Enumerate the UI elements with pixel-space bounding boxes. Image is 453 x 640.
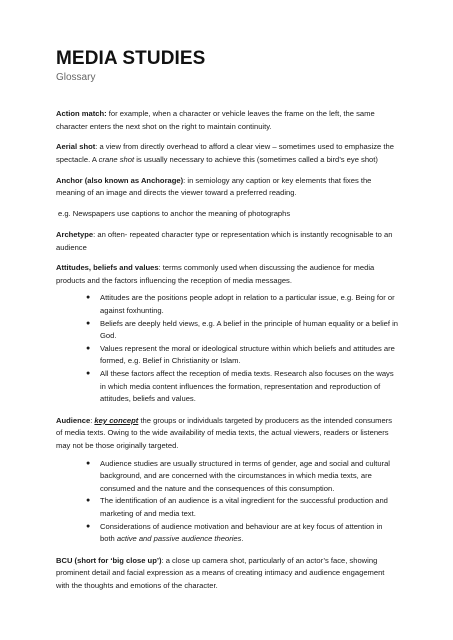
definition-aerial-shot-cont: is usually necessary to achieve this (sometimes called a bird’s eye shot) — [134, 154, 378, 164]
definition-archetype: : an often- repeated character type or representation which is instantly recognisable to an audience — [56, 229, 393, 252]
key-concept-label: key concept — [94, 415, 139, 425]
list-item: ● Considerations of audience motivation and behaviour are at key focus of attention in both active and passive audience theories. — [86, 521, 383, 544]
page-subtitle: Glossary — [56, 72, 96, 83]
attitudes-bullet-list — [56, 292, 399, 405]
entry-audience: Audience: key concept the groups or individuals targeted by producers as the intended consumers of media texts. Owing to the wide availability of media texts, the actual viewers, readers or listeners may not be those originally targeted. — [56, 415, 393, 450]
bullet-icon: ● — [86, 459, 91, 467]
term-audience: Audience — [56, 415, 91, 425]
entry-aerial-shot — [56, 141, 399, 166]
definition-anchor: : in semiology any caption or key elements that fixes the meaning of an image and directs the viewer toward a preferred reading. — [56, 175, 372, 198]
definition-audience: the groups or individuals targeted by producers as the intended consumers of media texts. Owing to the wide availability of media texts, the actual viewers, readers or listeners may not be those originally targeted. — [56, 415, 393, 450]
term-anchor: Anchor (also known as Anchorage) — [56, 175, 184, 185]
term-bcu: BCU (short for ‘big close up’) — [56, 555, 162, 565]
definition-attitudes: : terms commonly used when discussing the audience for media products and the factors influencing the reception of media messages. — [56, 263, 375, 285]
list-item: ● Attitudes are the positions people adopt in relation to a particular issue, e.g. Being for or against foxhunting. — [86, 293, 395, 316]
list-item: ● Values represent the moral or ideological structure within which beliefs and attitudes are formed, e.g. Belief in Christianity or Islam. — [86, 343, 395, 366]
term-attitudes: Attitudes, beliefs and values — [56, 263, 159, 273]
entry-action-match — [56, 108, 399, 133]
bullet-icon: ● — [86, 497, 91, 505]
bullet-icon: ● — [86, 522, 91, 530]
bullet-icon: ● — [86, 344, 91, 352]
list-item: ● Audience studies are usually structured in terms of gender, age and social and cultural background, and are concerned with the circumstances in which media texts, are consumed and the nature and the consequences of this consumption. — [86, 458, 390, 493]
glossary-entries — [56, 108, 399, 593]
definition-aerial-shot: : a view from directly overhead to afford a clear view – sometimes used to emphasize the spectacle. A — [56, 142, 394, 164]
audience-bullet-list — [56, 458, 399, 546]
term-aerial-shot: Aerial shot — [56, 142, 96, 152]
list-item: ● The identification of an audience is a vital ingredient for the successful production and marketing of and media text. — [86, 496, 388, 518]
entry-bcu — [56, 555, 399, 593]
definition-bcu: : a close up camera shot, particularly of an actor’s face, showing prominent detail and facial expression as a means of creating intimacy and audience engagement with the thoughts and emotions of the character. — [56, 555, 385, 590]
list-item: ● All these factors affect the reception of media texts. Research also focuses on the ways in which media content influences the formation, representation and reproduction of attitudes, beliefs and values. — [86, 369, 394, 404]
definition-action-match: for example, when a character or vehicle leaves the frame on the left, the same character enters the next shot on the right to maintain continuity. — [56, 109, 375, 131]
bullet-icon: ● — [86, 294, 91, 302]
page-title: MEDIA STUDIES — [56, 48, 206, 69]
entry-attitudes — [56, 262, 399, 287]
term-action-match: Action match: — [56, 109, 107, 118]
crane-shot-italic: crane shot — [98, 154, 135, 164]
entry-archetype — [56, 229, 399, 254]
bullet-icon: ● — [86, 370, 91, 378]
anchor-example: e.g. Newspapers use captions to anchor the meaning of photographs — [58, 209, 291, 219]
term-archetype: Archetype — [56, 229, 94, 239]
bullet-icon: ● — [86, 319, 91, 327]
entry-anchor — [56, 175, 399, 200]
list-item: ● Beliefs are deeply held views, e.g. A belief in the principle of human equality or a belief in God. — [86, 318, 399, 341]
